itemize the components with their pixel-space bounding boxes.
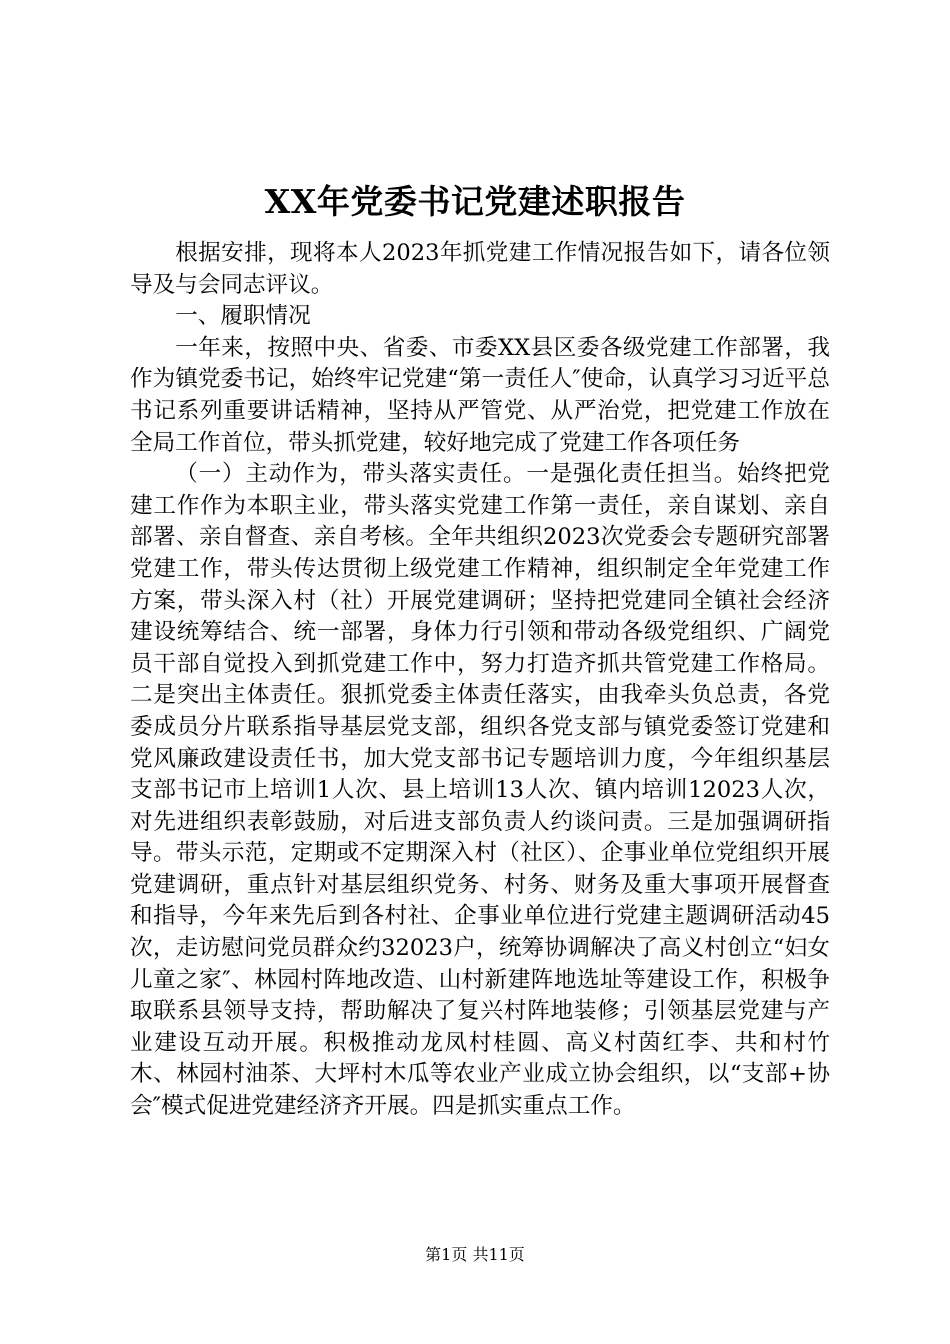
section-heading: 一、履职情况 <box>175 303 311 330</box>
document-body <box>130 238 830 1123</box>
page-number-footer: 第1页 共11页 <box>425 1245 525 1264</box>
paragraph-overview: 一年来，按照中央、省委、市委XX县区委各级党建工作部署，我作为镇党委书记，始终牢记党建“第一责任人″使命，认真学习习近平总书记系列重要讲话精神，坚持从严管党、从严治党，把党建工作放在全局工作首位，带头抓党建，较好地完成了党建工作各项任务 <box>130 334 830 456</box>
document-title: XX年党委书记党建述职报告 <box>264 182 686 221</box>
paragraph-intro: 根据安排，现将本人2023年抓党建工作情况报告如下，请各位领导及与会同志评议。 <box>130 240 830 298</box>
paragraph-section-one: （一）主动作为，带头落实责任。一是强化责任担当。始终把党建工作作为本职主业，带头落实党建工作第一责任，亲自谋划、亲自部署、亲自督查、亲自考核。全年共组织2023次党委会专题研究部署党建工作，带头传达贯彻上级党建工作精神，组织制定全年党建工作方案，带头深入村（社）开展党建调研；坚持把党建同全镇社会经济建设统筹结合、统一部署，身体力行引领和带动各级党组织、广阔党员干部自觉投入到抓党建工作中，努力打造齐抓共管党建工作格局。二是突出主体责任。狠抓党委主体责任落实，由我牵头负总责，各党委成员分片联系指导基层党支部，组织各党支部与镇党委签订党建和党风廉政建设责任书，加大党支部书记专题培训力度，今年组织基层支部书记市上培训1人次、县上培训13人次、镇内培训12023人次，对先进组织表彰鼓励，对后进支部负责人约谈问责。三是加强调研指导。带头示范，定期或不定期深入村（社区）、企事业单位党组织开展党建调研，重点针对基层组织党务、村务、财务及重大事项开展督查和指导，今年来先后到各村社、企事业单位进行党建主题调研活动45次，走访慰问党员群众约32023户，统筹协调解决了高义村创立“妇女儿童之家″、林园村阵地改造、山村新建阵地选址等建设工作，积极争取联系县领导支持，帮助解决了复兴村阵地装修；引领基层党建与产业建设互动开展。积极推动龙凤村桂圆、高义村茵红李、共和村竹木、林园村油茶、大坪村木瓜等农业产业成立协会组织，以“支部+协会″模式促进党建经济齐开展。四是抓实重点工作。 <box>130 461 830 1120</box>
